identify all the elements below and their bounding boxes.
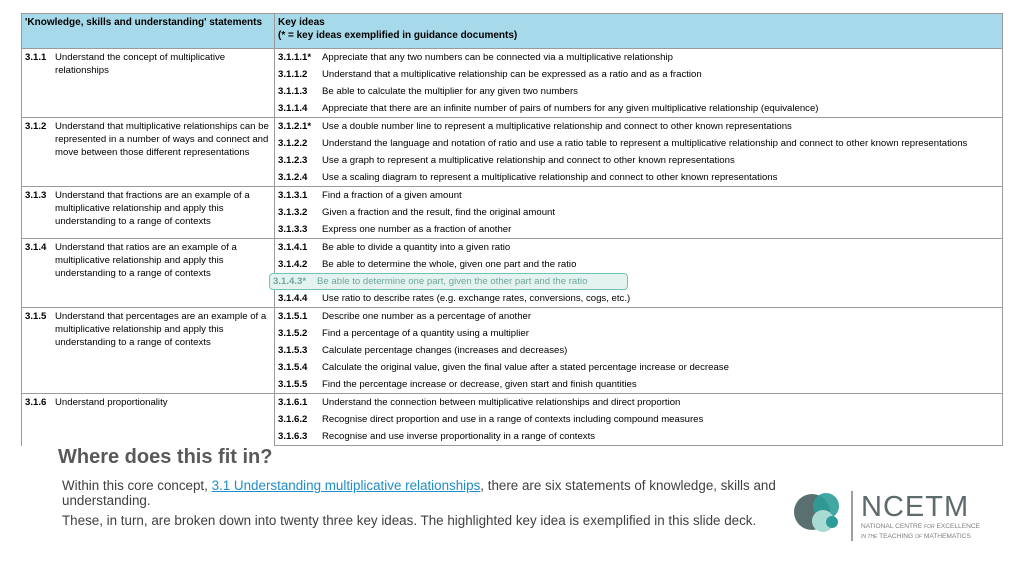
logo-wordmark: NCETM bbox=[861, 491, 970, 523]
ncetm-emblem-icon bbox=[794, 493, 839, 532]
statement-text: Understand proportionality bbox=[55, 397, 168, 408]
key-idea-cell bbox=[275, 169, 1003, 187]
statement-text: Understand the concept of multiplicative relationships bbox=[55, 52, 226, 76]
key-idea-text: Use a graph to represent a multiplicative relationship and connect to other known representations bbox=[322, 155, 735, 166]
statement-cell bbox=[22, 308, 275, 394]
key-idea-text: Given a fraction and the result, find the original amount bbox=[322, 207, 556, 218]
statement-cell bbox=[22, 118, 275, 187]
table-row bbox=[22, 118, 1003, 136]
key-idea-cell bbox=[275, 290, 1003, 308]
key-idea-cell bbox=[275, 66, 1003, 83]
statement-cell bbox=[22, 239, 275, 308]
detail-paragraph: These, in turn, are broken down into twenty three key ideas. The highlighted key idea is exemplified in this slide deck. bbox=[62, 513, 757, 528]
statement-text: Understand that fractions are an example of a multiplicative relationship and apply this understanding to a range of contexts bbox=[55, 190, 250, 227]
key-idea-cell bbox=[275, 239, 1003, 257]
key-idea bbox=[275, 169, 1002, 186]
key-idea-code: 3.1.1.4 bbox=[278, 103, 308, 114]
key-idea-code: 3.1.4.3* bbox=[273, 276, 307, 287]
statement-text: Understand that percentages are an example of a multiplicative relationship and apply this understanding to a range of contexts bbox=[55, 311, 267, 348]
table-row bbox=[22, 308, 1003, 326]
key-idea-text: Understand the language and notation of ratio and use a ratio table to represent a multiplicative relationship and connect to other known representations bbox=[322, 138, 968, 149]
key-idea bbox=[275, 152, 1002, 169]
key-idea-text: Use a scaling diagram to represent a multiplicative relationship and connect to other known representations bbox=[322, 172, 778, 183]
key-idea-code: 3.1.3.2 bbox=[278, 207, 308, 218]
key-idea-code: 3.1.5.3 bbox=[278, 345, 308, 356]
key-idea-cell bbox=[275, 376, 1003, 394]
key-idea-text: Understand the connection between multiplicative relationships and direct proportion bbox=[322, 397, 681, 408]
key-idea-cell bbox=[275, 187, 1003, 205]
section-heading: Where does this fit in? bbox=[58, 446, 273, 468]
key-idea-cell bbox=[275, 118, 1003, 136]
key-idea-text: Be able to divide a quantity into a given ratio bbox=[322, 242, 511, 253]
key-idea bbox=[275, 100, 1002, 117]
key-idea bbox=[275, 325, 1002, 342]
key-idea bbox=[275, 411, 1002, 428]
key-idea-cell bbox=[275, 49, 1003, 67]
statement-code: 3.1.2 bbox=[25, 121, 47, 132]
key-idea bbox=[275, 187, 1002, 204]
key-idea-text: Use ratio to describe rates (e.g. exchange rates, conversions, cogs, etc.) bbox=[322, 293, 631, 304]
key-idea-text: Calculate the original value, given the final value after a stated percentage increase or decrease bbox=[322, 362, 729, 373]
key-idea-cell bbox=[275, 256, 1003, 273]
key-idea bbox=[275, 239, 1002, 256]
key-idea-cell bbox=[275, 308, 1003, 326]
key-idea bbox=[275, 308, 1002, 325]
key-idea-cell bbox=[275, 152, 1003, 169]
key-idea-code: 3.1.6.3 bbox=[278, 431, 308, 442]
key-idea-text: Understand that a multiplicative relationship can be expressed as a ratio and as a fraction bbox=[322, 69, 702, 80]
key-idea-code: 3.1.5.5 bbox=[278, 379, 308, 390]
statement-code: 3.1.5 bbox=[25, 311, 47, 322]
key-idea-text: Be able to determine one part, given the other part and the ratio bbox=[317, 276, 588, 287]
key-ideas-table bbox=[21, 13, 1003, 446]
statement-cell bbox=[22, 49, 275, 118]
key-idea-text: Express one number as a fraction of another bbox=[322, 224, 512, 235]
statement-code: 3.1.1 bbox=[25, 52, 47, 63]
statement-code: 3.1.4 bbox=[25, 242, 47, 253]
key-idea bbox=[275, 83, 1002, 100]
key-idea-code: 3.1.4.2 bbox=[278, 259, 308, 270]
key-idea-text: Recognise direct proportion and use in a range of contexts including compound measures bbox=[322, 414, 704, 425]
header-key-ideas: Key ideas (* = key ideas exemplified in guidance documents) bbox=[275, 14, 1003, 49]
key-idea-code: 3.1.1.1* bbox=[278, 52, 312, 63]
key-idea-cell bbox=[275, 273, 1003, 290]
key-idea bbox=[275, 428, 1002, 445]
key-idea bbox=[275, 359, 1002, 376]
statement-text: Understand that multiplicative relationships can be represented in a number of ways and connect and move between those different representations bbox=[55, 121, 269, 158]
key-idea-cell bbox=[275, 221, 1003, 239]
key-idea bbox=[275, 376, 1002, 393]
key-idea-text: Find a fraction of a given amount bbox=[322, 190, 462, 201]
key-idea-cell bbox=[275, 135, 1003, 152]
table-row bbox=[22, 187, 1003, 205]
highlighted-key-idea bbox=[269, 273, 628, 290]
key-idea bbox=[275, 49, 1002, 66]
key-idea-code: 3.1.2.4 bbox=[278, 172, 308, 183]
table-row bbox=[22, 239, 1003, 257]
key-idea bbox=[275, 66, 1002, 83]
header-statements: 'Knowledge, skills and understanding' statements bbox=[22, 14, 275, 49]
key-idea-code: 3.1.2.2 bbox=[278, 138, 308, 149]
key-idea-code: 3.1.2.1* bbox=[278, 121, 312, 132]
statement-cell bbox=[22, 394, 275, 446]
key-idea-text: Recognise and use inverse proportionality in a range of contexts bbox=[322, 431, 596, 442]
key-idea-code: 3.1.3.3 bbox=[278, 224, 308, 235]
key-idea-code: 3.1.4.1 bbox=[278, 242, 308, 253]
key-idea-code: 3.1.2.3 bbox=[278, 155, 308, 166]
key-idea-text: Find the percentage increase or decrease, given start and finish quantities bbox=[322, 379, 637, 390]
key-idea-code: 3.1.6.1 bbox=[278, 397, 308, 408]
key-idea-cell bbox=[275, 359, 1003, 376]
key-idea-cell bbox=[275, 100, 1003, 118]
statement-cell bbox=[22, 187, 275, 239]
key-idea-text: Be able to determine the whole, given one part and the ratio bbox=[322, 259, 577, 270]
key-idea-text: Calculate percentage changes (increases and decreases) bbox=[322, 345, 568, 356]
key-idea-code: 3.1.3.1 bbox=[278, 190, 308, 201]
key-idea bbox=[275, 290, 1002, 307]
statement-code: 3.1.6 bbox=[25, 397, 47, 408]
intro-paragraph: Within this core concept, 3.1 Understanding multiplicative relationships, there are six statements of knowledge, skills and understanding. bbox=[62, 478, 776, 508]
key-idea-text: Describe one number as a percentage of another bbox=[322, 311, 532, 322]
key-idea-cell bbox=[275, 394, 1003, 412]
key-idea-text: Find a percentage of a quantity using a multiplier bbox=[322, 328, 529, 339]
key-idea bbox=[275, 204, 1002, 221]
key-idea-text: Use a double number line to represent a multiplicative relationship and connect to other known representations bbox=[322, 121, 792, 132]
key-idea-code: 3.1.5.1 bbox=[278, 311, 308, 322]
key-idea bbox=[275, 256, 1002, 273]
statement-code: 3.1.3 bbox=[25, 190, 47, 201]
key-idea-text: Appreciate that any two numbers can be connected via a multiplicative relationship bbox=[322, 52, 673, 63]
core-concept-link[interactable]: 3.1 Understanding multiplicative relationships bbox=[211, 478, 481, 493]
logo-tagline-1: NATIONAL CENTRE FOR EXCELLENCE bbox=[861, 523, 981, 530]
key-idea-code: 3.1.6.2 bbox=[278, 414, 308, 425]
key-idea-code: 3.1.5.4 bbox=[278, 362, 308, 373]
key-idea-code: 3.1.1.3 bbox=[278, 86, 308, 97]
table-row bbox=[22, 394, 1003, 412]
key-idea-cell bbox=[275, 204, 1003, 221]
key-idea-text: Appreciate that there are an infinite number of pairs of numbers for any given multiplicative relationship (equivalence) bbox=[322, 103, 819, 114]
key-idea bbox=[275, 342, 1002, 359]
statement-text: Understand that ratios are an example of a multiplicative relationship and apply this understanding to a range of contexts bbox=[55, 242, 237, 279]
key-idea-code: 3.1.5.2 bbox=[278, 328, 308, 339]
key-idea-cell bbox=[275, 411, 1003, 428]
key-idea bbox=[275, 118, 1002, 135]
key-idea bbox=[275, 221, 1002, 238]
table-row bbox=[22, 49, 1003, 67]
key-idea-text: Be able to calculate the multiplier for any given two numbers bbox=[322, 86, 578, 97]
key-idea-cell bbox=[275, 428, 1003, 446]
key-idea-cell bbox=[275, 325, 1003, 342]
key-idea-cell bbox=[275, 83, 1003, 100]
key-idea-code: 3.1.1.2 bbox=[278, 69, 308, 80]
key-idea bbox=[275, 135, 1002, 152]
key-idea-code: 3.1.4.4 bbox=[278, 293, 308, 304]
logo-tagline-2: IN THE TEACHING OF MATHEMATICS bbox=[861, 533, 971, 540]
ncetm-logo bbox=[790, 486, 1000, 546]
key-idea-cell bbox=[275, 342, 1003, 359]
key-idea bbox=[275, 394, 1002, 411]
